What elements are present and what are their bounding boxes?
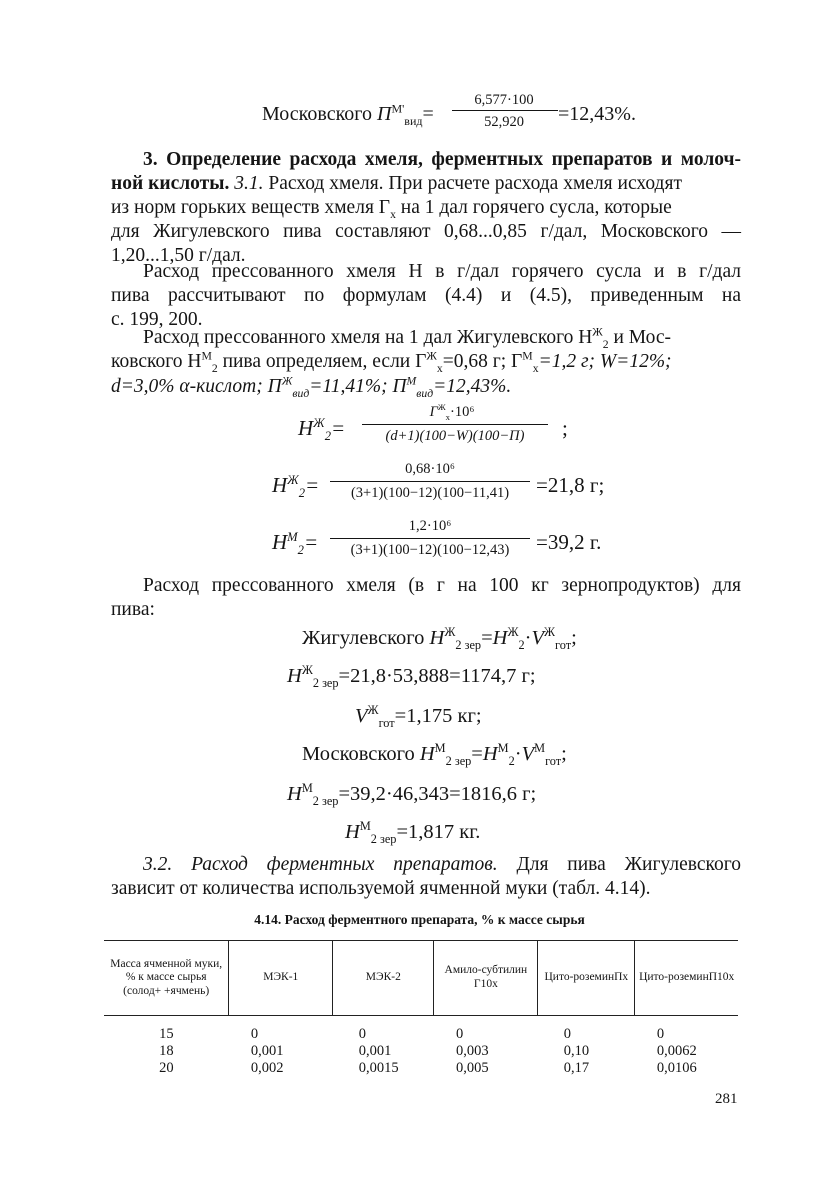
table-cell: 0: [656, 1026, 665, 1042]
formula-text: =1,175 кг;: [394, 705, 482, 727]
subscript: 2: [508, 754, 515, 769]
superscript: М: [359, 819, 371, 834]
formula-general-denominator: (d+1)(100−W)(100−П): [385, 428, 525, 444]
formula-moskovskoe-lhs: $Н^М_2=$: [272, 530, 319, 558]
superscript: М: [287, 530, 298, 544]
subscript: 2: [518, 638, 525, 653]
paragraph-text: =1,2 г; W=12%;: [538, 351, 672, 372]
formula-text: ·: [524, 627, 532, 649]
formula-text: =: [471, 743, 483, 765]
formula-zhigulevskoe-denominator: (3+1)(100−12)(100−11,41): [350, 485, 510, 501]
table-cell: 0,0106: [656, 1060, 697, 1076]
grain-formula-zhigulevskoe-volume: [355, 703, 482, 731]
table-cell: 0,003: [455, 1043, 489, 1059]
formula-moskovskoe-result: =39,2 г.: [536, 530, 602, 554]
subscript: x: [390, 207, 396, 221]
superscript: Ж: [313, 416, 325, 430]
formula-zhigulevskoe-numerator: 0,68·10⁶: [405, 461, 455, 477]
formula-symbol: V: [355, 705, 368, 727]
subscript: гот: [378, 716, 395, 731]
table-cell: 0,0062: [656, 1043, 697, 1059]
subscript: 2: [297, 543, 304, 558]
formula-general-tail: ;: [562, 416, 568, 440]
formula-text: ;: [561, 743, 567, 765]
paragraph-text: d=3,0% α-кислот; П: [111, 376, 282, 397]
paragraph-text: и Мос-: [613, 327, 672, 348]
paragraph-text: =12,43%.: [433, 376, 512, 397]
paragraph-line: пива:: [111, 599, 155, 620]
fraction-bar: [362, 424, 548, 425]
fraction-bar: [330, 481, 530, 482]
formula-symbol: Г: [429, 404, 438, 420]
table-header-cell: Цито-роземинПх: [538, 941, 635, 1016]
paragraph-text: ковского Н: [111, 351, 202, 372]
superscript: М: [534, 741, 546, 756]
formula-symbol: Н: [429, 627, 445, 649]
table-header-row: [104, 941, 738, 1016]
table-cell: 0,001: [358, 1043, 392, 1059]
section-heading-continued: ной кислоты.: [111, 173, 230, 194]
formula-symbol: V: [521, 743, 535, 765]
table-cell: 0,005: [455, 1060, 489, 1076]
superscript: Ж: [543, 625, 556, 640]
subscript: вид: [292, 386, 310, 400]
superscript: М: [434, 741, 446, 756]
grain-formula-zhigulevskoe: [302, 625, 577, 653]
formula-symbol: Н: [482, 743, 498, 765]
table-cell: 20: [159, 1060, 174, 1076]
subscript: 2 зер: [455, 638, 482, 653]
paragraph-text: пива определяем, если Г: [222, 351, 427, 372]
superscript: Ж: [592, 325, 603, 339]
paragraph-line: [111, 374, 512, 400]
subscript: x: [532, 361, 539, 375]
superscript: М: [406, 374, 417, 388]
fraction-denominator: 52,920: [484, 114, 524, 130]
subscript: 2 зер: [312, 676, 339, 691]
grain-formula-moskovskoe-value: [287, 781, 537, 809]
subscript: x: [436, 361, 443, 375]
section-heading: 3. Определение расхода хмеля, ферментных препаратов и молоч-: [143, 149, 741, 170]
formula-symbol: Н: [272, 530, 288, 554]
paragraph-line: Расход прессованного хмеля Н в г/дал горячего сусла и в г/дал: [143, 261, 741, 282]
paragraph-line: [111, 349, 672, 375]
table-cell: 0: [358, 1026, 366, 1042]
superscript: Ж: [287, 473, 299, 487]
section-heading-line2: [111, 174, 741, 194]
table-header-cell: МЭК-1: [229, 941, 333, 1016]
formula-zhigulevskoe-result: =21,8 г;: [536, 473, 605, 497]
paragraph-text: Расход хмеля. При расчете расхода хмеля исходят: [268, 173, 682, 194]
table-cell: 0,001: [250, 1043, 284, 1059]
table-row: [104, 1060, 738, 1077]
formula-symbol: Н: [287, 783, 302, 805]
paragraph-text: =0,68 г; Г: [442, 351, 523, 372]
enzyme-table: [104, 940, 738, 1077]
subscript: 2: [298, 486, 306, 501]
paragraph-line: [111, 197, 672, 221]
paragraph-text: Для пива Жигулевского: [516, 854, 742, 875]
fraction-bar: [452, 110, 558, 111]
paragraph-line: Расход прессованного хмеля (в г на 100 кг зернопродуктов) для: [143, 575, 741, 596]
superscript: Ж: [426, 349, 437, 363]
subscript: гот: [555, 638, 572, 653]
superscript: М: [497, 741, 509, 756]
formula-label: Московского: [302, 743, 415, 765]
paragraph-line: [143, 325, 672, 351]
table-header-cell: Амило-субтилин Г10х: [434, 941, 538, 1016]
formula-text: ·: [514, 743, 522, 765]
subscript: 2 зер: [312, 794, 339, 809]
superscript: Ж: [301, 663, 313, 678]
table-cell: 0,0015: [358, 1060, 399, 1076]
table-row: [104, 1043, 738, 1060]
table-cell: 0: [250, 1026, 259, 1042]
formula-general-numerator: [372, 404, 532, 421]
paragraph-line: 1,20...1,50 г/дал.: [111, 245, 246, 266]
paragraph-text: Расход прессованного хмеля на 1 дал Жигулевского Н: [143, 327, 593, 348]
grain-formula-zhigulevskoe-value: [287, 663, 536, 691]
formula-symbol: Н: [492, 627, 508, 649]
formula-text: =1,817 кг.: [396, 821, 481, 843]
paragraph-text: на 1 дал горячего сусла, которые: [400, 197, 672, 218]
subscript: 2 зер: [370, 832, 397, 847]
equation-symbol: П: [376, 103, 392, 125]
table-cell: 15: [159, 1026, 174, 1042]
formula-text: =39,2·46,343=1816,6 г;: [338, 783, 537, 805]
formula-label: Жигулевского: [302, 627, 425, 649]
paragraph-text: из норм горьких веществ хмеля Г: [111, 197, 391, 218]
superscript: Ж: [367, 703, 379, 718]
equation-moscow-extract: Московского $П^{М'}_{вид}=$: [262, 101, 434, 128]
table-header-cell: Цито-роземинП10х: [635, 941, 738, 1016]
formula-text: =21,8·53,888=1174,7 г;: [338, 665, 536, 687]
paragraph-line: с. 199, 200.: [111, 309, 203, 330]
formula-symbol: Н: [272, 473, 288, 497]
table-cell: 0: [455, 1026, 464, 1042]
paragraph-line: для Жигулевского пива составляют 0,68...0,85 г/дал, Московского —: [111, 221, 741, 242]
formula-symbol: Н: [419, 743, 435, 765]
paragraph-line: [143, 855, 741, 875]
fraction-numerator: 6,577·100: [474, 92, 534, 108]
subscript: вид: [416, 386, 434, 400]
equation-label: Московского: [262, 103, 372, 125]
table-row: [104, 1016, 738, 1044]
subscript: гот: [545, 754, 562, 769]
paragraph-line: пива рассчитывают по формулам (4.4) и (4.5), приведенным на: [111, 285, 741, 306]
formula-symbol: Н: [345, 821, 360, 843]
formula-moskovskoe-numerator: 1,2·10⁶: [408, 518, 452, 534]
superscript: Ж: [507, 625, 519, 640]
table-header-cell: Масса ячменной муки, % к массе сырья (солод+ +ячмень): [110, 957, 223, 997]
superscript: Ж: [281, 374, 293, 388]
formula-moskovskoe-denominator: (3+1)(100−12)(100−12,43): [350, 542, 510, 558]
grain-formula-moskovskoe-kg: [345, 819, 481, 847]
subscript: 2 зер: [445, 754, 472, 769]
equation-sub: вид: [404, 114, 423, 128]
formula-general-lhs: $Н^Ж_2=$: [298, 416, 346, 444]
equation-result: =12,43%.: [558, 103, 636, 125]
subsection-number: 3.1.: [234, 173, 264, 194]
superscript: М: [522, 349, 533, 363]
paragraph-line: зависит от количества используемой ячменной муки (табл. 4.14).: [111, 878, 651, 899]
superscript: М: [201, 349, 212, 363]
formula-symbol: Н: [298, 416, 314, 440]
grain-formula-moskovskoe: [302, 741, 567, 769]
paragraph-text: =11,41%; П: [309, 376, 407, 397]
formula-symbol: V: [531, 627, 544, 649]
page-number: 281: [715, 1091, 738, 1107]
formula-text: =: [481, 627, 493, 649]
superscript: Ж: [444, 625, 456, 640]
formula-symbol: Н: [287, 665, 302, 687]
table-cell: 0,10: [563, 1043, 590, 1059]
subscript: 2: [602, 337, 609, 351]
subscript: x: [445, 411, 450, 422]
superscript: М: [301, 781, 313, 796]
formula-text: ·10⁶: [450, 404, 475, 420]
paragraph-lead: 3.2. Расход ферментных препаратов.: [143, 854, 498, 875]
table-header-cell: МЭК-2: [333, 941, 434, 1016]
superscript: Ж: [437, 402, 446, 413]
subscript: 2: [211, 361, 218, 375]
table-cell: 0: [563, 1026, 572, 1042]
table-cell: 0,17: [563, 1060, 590, 1076]
table-caption: 4.14. Расход ферментного препарата, % к массе сырья: [254, 912, 585, 927]
formula-text: ;: [571, 627, 577, 649]
table-cell: 18: [159, 1043, 174, 1059]
equation-sup: М': [391, 101, 405, 116]
table-cell: 0,002: [250, 1060, 284, 1076]
formula-zhigulevskoe-lhs: $Н^Ж_2=$: [272, 473, 320, 501]
subscript: 2: [324, 429, 332, 444]
fraction-bar: [330, 538, 530, 539]
